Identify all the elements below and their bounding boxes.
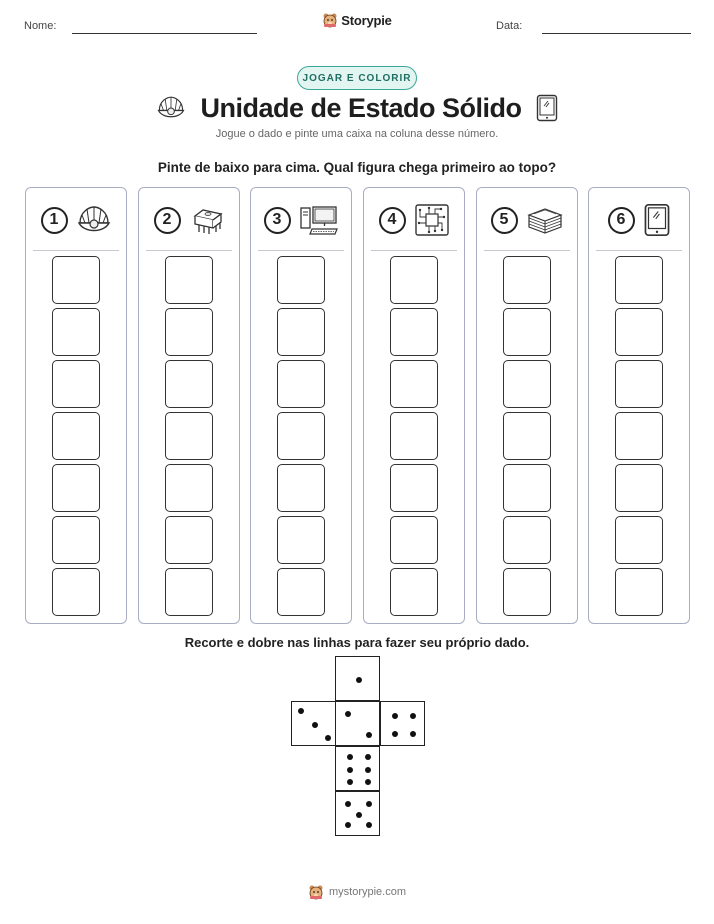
die-pip — [365, 767, 371, 773]
coloring-box[interactable] — [165, 308, 213, 356]
coloring-box[interactable] — [52, 412, 100, 460]
page-title: Unidade de Estado Sólido — [200, 92, 522, 123]
die-pip — [298, 708, 304, 714]
column-header — [477, 200, 577, 240]
die-pip — [410, 731, 416, 737]
game-instruction: Pinte de baixo para cima. Qual figura chega primeiro ao topo? — [157, 160, 557, 175]
coloring-box[interactable] — [390, 412, 438, 460]
date-line[interactable] — [542, 33, 691, 34]
column-divider — [258, 250, 344, 251]
coloring-box[interactable] — [503, 256, 551, 304]
column-4 — [363, 187, 465, 624]
die-pip — [325, 735, 331, 741]
die-face-6[interactable] — [335, 746, 380, 791]
die-face-4[interactable] — [380, 701, 425, 746]
storypie-mascot-icon — [308, 884, 324, 900]
coloring-box[interactable] — [503, 360, 551, 408]
subtitle: Jogue o dado e pinte uma caixa na coluna desse número. — [215, 128, 499, 140]
column-divider — [371, 250, 457, 251]
column-header — [251, 200, 351, 240]
die-pip — [347, 767, 353, 773]
column-number: 1 — [41, 207, 68, 234]
tablet-icon — [536, 94, 558, 122]
column-number: 3 — [264, 207, 291, 234]
footer — [0, 884, 714, 900]
die-face-5[interactable] — [335, 791, 380, 836]
coloring-box[interactable] — [615, 516, 663, 564]
coloring-box[interactable] — [390, 360, 438, 408]
coloring-box[interactable] — [52, 464, 100, 512]
column-header — [364, 200, 464, 240]
pearl-in-shell-icon — [156, 95, 186, 121]
column-number: 5 — [491, 207, 518, 234]
coloring-box[interactable] — [390, 256, 438, 304]
die-pip — [366, 732, 372, 738]
die-pip — [345, 711, 351, 717]
coloring-box[interactable] — [503, 464, 551, 512]
cut-instruction: Recorte e dobre nas linhas para fazer seu próprio dado. — [184, 635, 530, 650]
die-pip — [356, 812, 362, 818]
die-pip — [366, 822, 372, 828]
tablet-icon — [643, 203, 671, 237]
die-face-2[interactable] — [335, 701, 380, 746]
coloring-box[interactable] — [503, 308, 551, 356]
coloring-box[interactable] — [277, 256, 325, 304]
die-pip — [410, 713, 416, 719]
column-2 — [138, 187, 240, 624]
coloring-box[interactable] — [277, 568, 325, 616]
coloring-box[interactable] — [390, 516, 438, 564]
coloring-box[interactable] — [52, 256, 100, 304]
coloring-box[interactable] — [165, 464, 213, 512]
coloring-box[interactable] — [615, 412, 663, 460]
column-5 — [476, 187, 578, 624]
column-divider — [33, 250, 119, 251]
circuit-board-icon — [414, 203, 450, 237]
coloring-box[interactable] — [165, 568, 213, 616]
column-divider — [146, 250, 232, 251]
title-row — [0, 90, 714, 126]
die-pip — [347, 754, 353, 760]
column-divider — [596, 250, 682, 251]
column-3 — [250, 187, 352, 624]
footer-url: mystorypie.com — [328, 886, 407, 898]
die-pip — [356, 677, 362, 683]
pearl-in-shell-icon — [76, 204, 112, 236]
coloring-box[interactable] — [390, 308, 438, 356]
coloring-box[interactable] — [615, 256, 663, 304]
column-header — [139, 200, 239, 240]
coloring-box[interactable] — [615, 360, 663, 408]
column-number: 2 — [154, 207, 181, 234]
coloring-box[interactable] — [165, 360, 213, 408]
die-pip — [392, 731, 398, 737]
die-pip — [345, 822, 351, 828]
desktop-computer-icon — [299, 204, 339, 236]
coloring-box[interactable] — [503, 516, 551, 564]
coloring-box[interactable] — [615, 308, 663, 356]
die-pip — [347, 779, 353, 785]
coloring-box[interactable] — [52, 360, 100, 408]
coloring-box[interactable] — [390, 464, 438, 512]
coloring-box[interactable] — [165, 256, 213, 304]
coloring-box[interactable] — [52, 516, 100, 564]
date-label: Data: — [496, 20, 523, 32]
die-pip — [392, 713, 398, 719]
coloring-box[interactable] — [277, 360, 325, 408]
coloring-box[interactable] — [52, 308, 100, 356]
brand-name: Storypie — [341, 12, 392, 28]
column-1 — [25, 187, 127, 624]
coloring-box[interactable] — [615, 464, 663, 512]
coloring-box[interactable] — [277, 308, 325, 356]
microchip-icon — [189, 204, 225, 236]
name-line[interactable] — [72, 33, 257, 34]
coloring-box[interactable] — [165, 516, 213, 564]
die-face-3[interactable] — [291, 701, 336, 746]
coloring-box[interactable] — [165, 412, 213, 460]
name-label: Nome: — [24, 20, 57, 32]
coloring-box[interactable] — [615, 568, 663, 616]
coloring-box[interactable] — [503, 412, 551, 460]
die-pip — [365, 754, 371, 760]
column-number: 6 — [608, 207, 635, 234]
die-pip — [345, 801, 351, 807]
die-pip — [365, 779, 371, 785]
column-header — [26, 200, 126, 240]
coloring-box[interactable] — [52, 568, 100, 616]
coloring-box[interactable] — [277, 412, 325, 460]
storypie-mascot-icon — [322, 12, 338, 28]
die-pip — [312, 722, 318, 728]
category-badge: JOGAR E COLORIR — [297, 66, 417, 90]
die-pip — [366, 801, 372, 807]
column-divider — [484, 250, 570, 251]
coloring-box[interactable] — [277, 516, 325, 564]
stack-of-disks-icon — [526, 205, 564, 235]
die-face-1[interactable] — [335, 656, 380, 701]
column-number: 4 — [379, 207, 406, 234]
coloring-box[interactable] — [390, 568, 438, 616]
column-header — [589, 200, 689, 240]
column-6 — [588, 187, 690, 624]
coloring-box[interactable] — [503, 568, 551, 616]
coloring-box[interactable] — [277, 464, 325, 512]
brand-logo — [0, 12, 714, 28]
